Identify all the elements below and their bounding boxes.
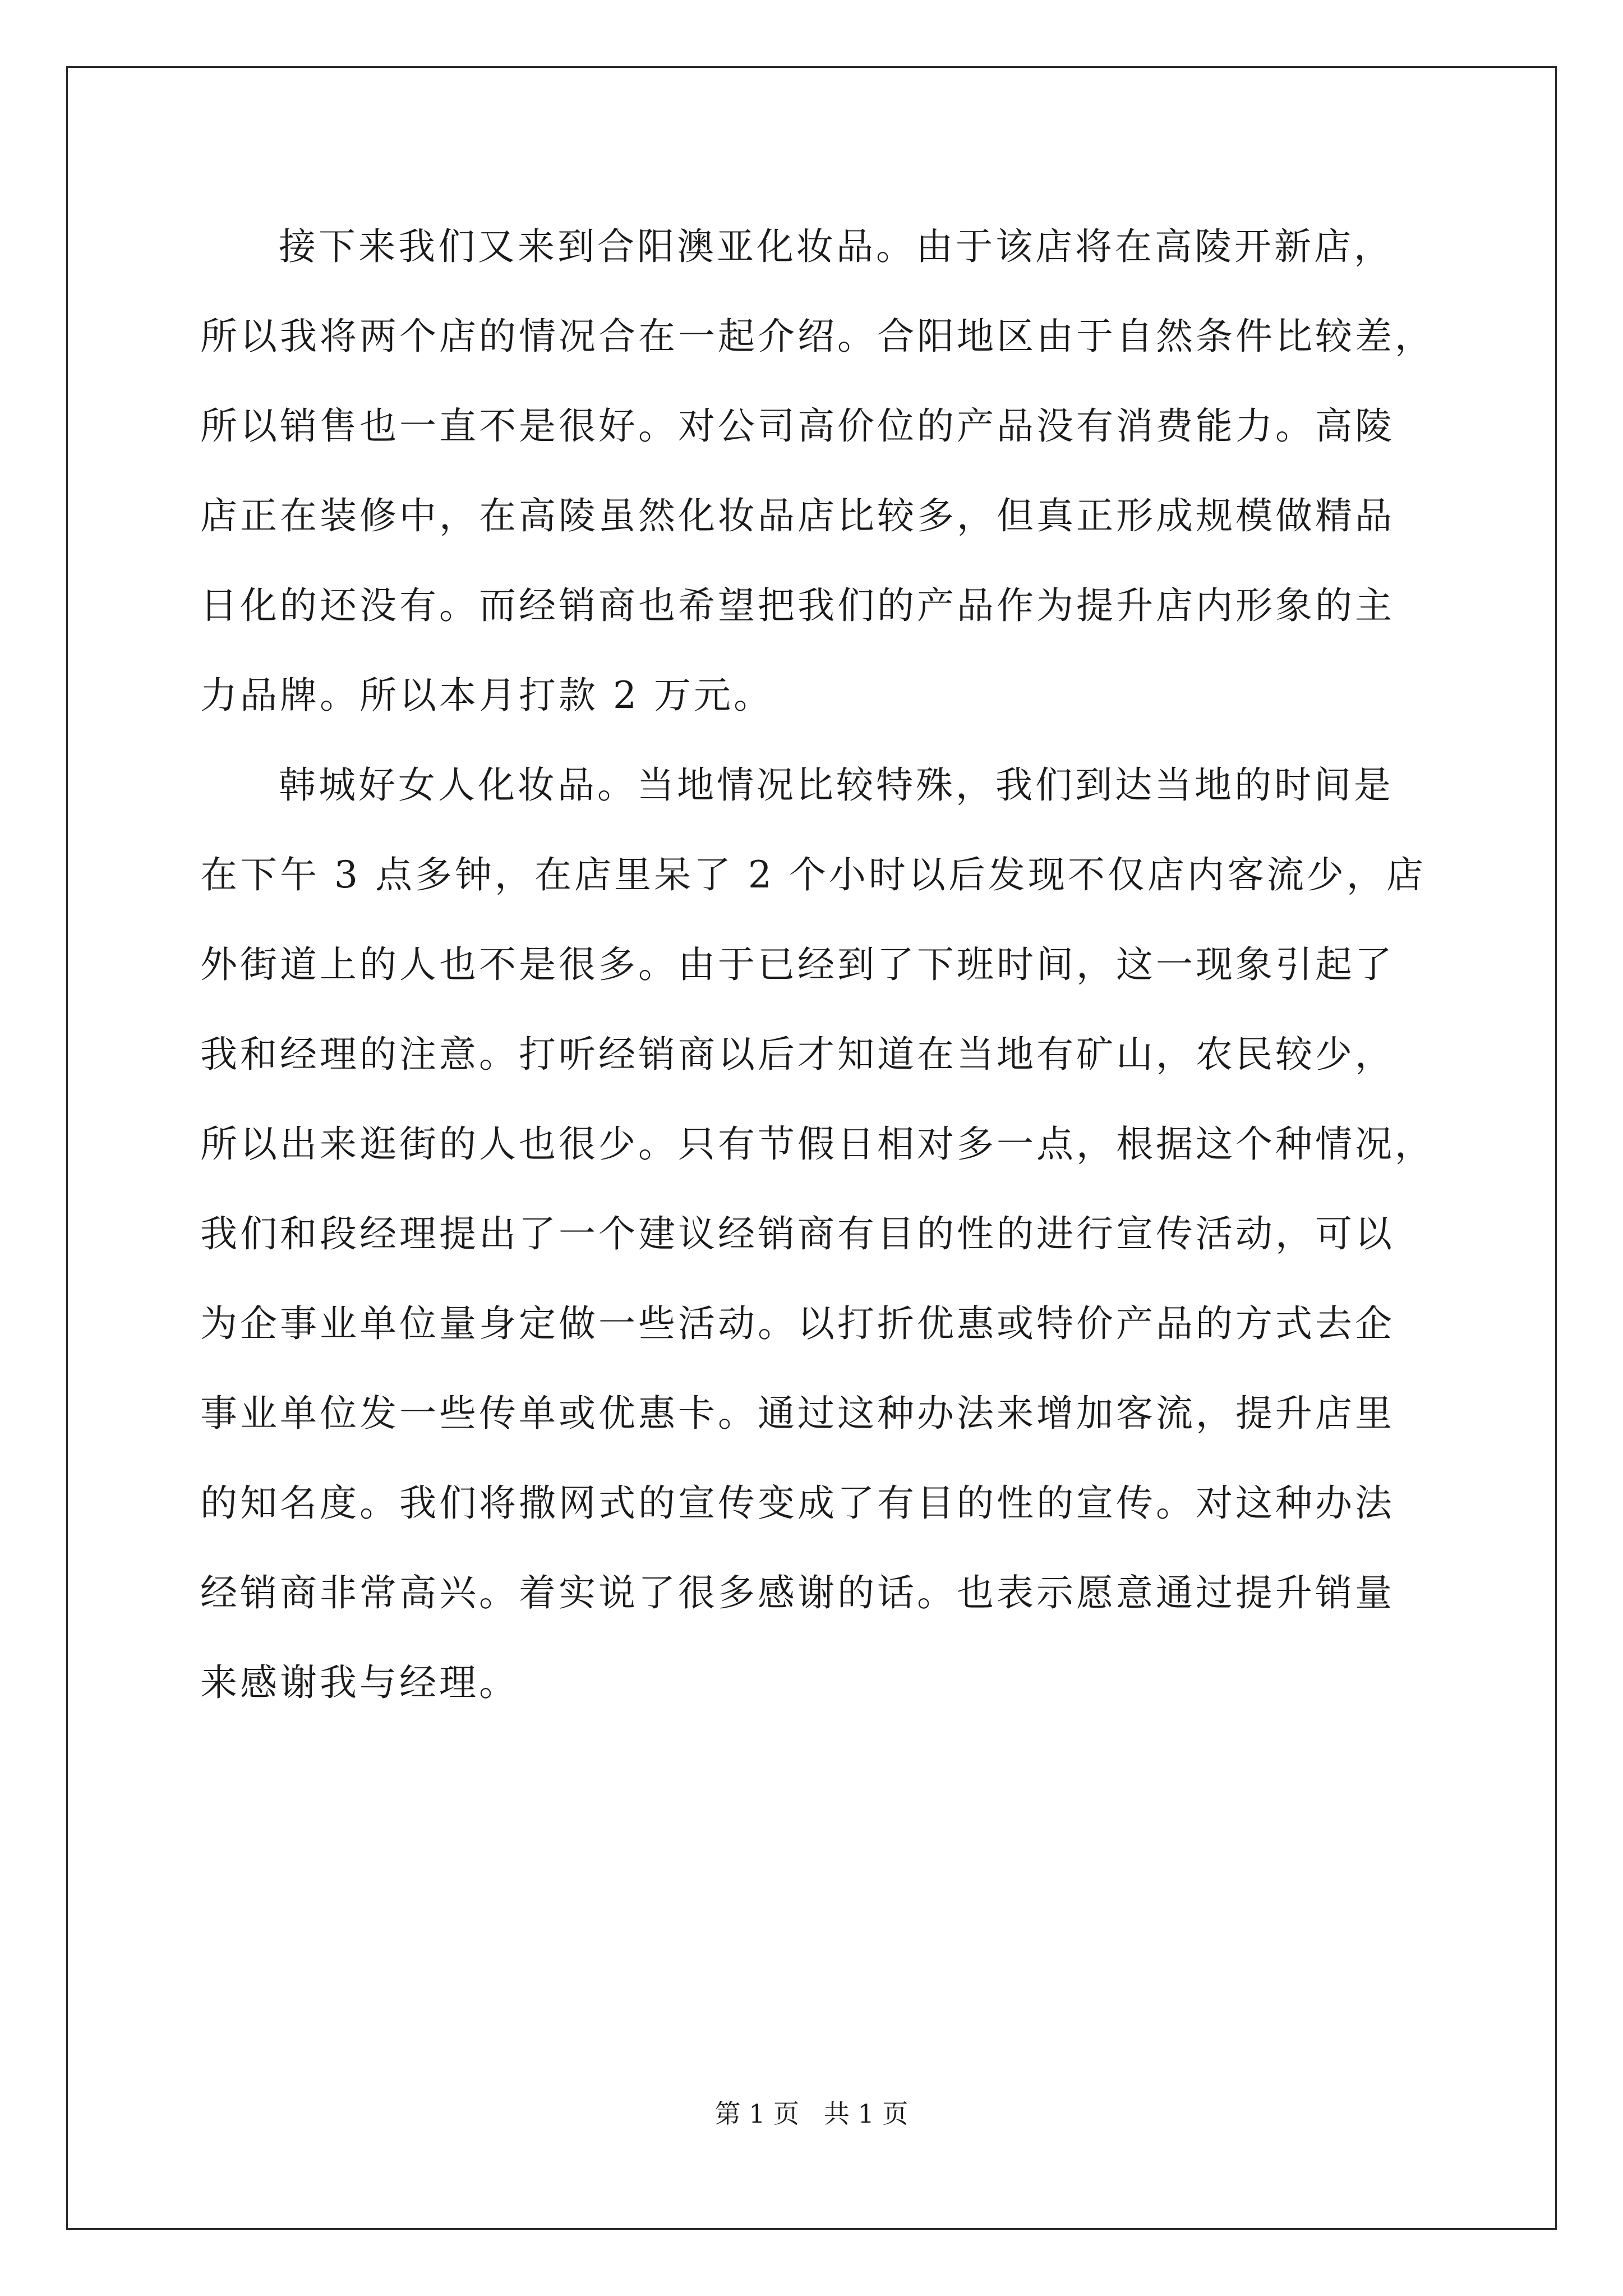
text-line: 的知名度。我们将撒网式的宣传变成了有目的性的宣传。对这种办法 (200, 1481, 1395, 1525)
text-line: 在下午 3 点多钟，在店里呆了 2 个小时以后发现不仅店内客流少，店 (200, 853, 1426, 896)
text-line: 事业单位发一些传单或优惠卡。通过这种办法来增加客流，提升店里 (200, 1392, 1395, 1435)
text-line: 店正在装修中，在高陵虽然化妆品店比较多，但真正形成规模做精品 (200, 494, 1395, 537)
text-line: 日化的还没有。而经销商也希望把我们的产品作为提升店内形象的主 (200, 584, 1395, 627)
text-line: 我和经理的注意。打听经销商以后才知道在当地有矿山，农民较少， (200, 1033, 1395, 1076)
text-line: 接下来我们又来到合阳澳亚化妆品。由于该店将在高陵开新店， (279, 225, 1394, 268)
text-line: 我们和段经理提出了一个建议经销商有目的性的进行宣传活动，可以 (200, 1212, 1395, 1255)
text-line: 所以我将两个店的情况合在一起介绍。合阳地区由于自然条件比较差， (200, 315, 1435, 358)
text-line: 经销商非常高兴。着实说了很多感谢的话。也表示愿意通过提升销量 (200, 1571, 1395, 1614)
text-line: 韩城好女人化妆品。当地情况比较特殊，我们到达当地的时间是 (279, 763, 1394, 807)
text-line: 外街道上的人也不是很多。由于已经到了下班时间，这一现象引起了 (200, 943, 1395, 986)
text-line: 所以销售也一直不是很好。对公司高价位的产品没有消费能力。高陵 (200, 404, 1395, 448)
page-footer: 第 1 页 共 1 页 (714, 2099, 909, 2129)
text-line: 为企事业单位量身定做一些活动。以打折优惠或特价产品的方式去企 (200, 1302, 1395, 1345)
text-line: 力品牌。所以本月打款 2 万元。 (200, 674, 773, 717)
text-line: 来感谢我与经理。 (200, 1661, 519, 1704)
text-line: 所以出来逛街的人也很少。只有节假日相对多一点，根据这个种情况， (200, 1122, 1435, 1166)
